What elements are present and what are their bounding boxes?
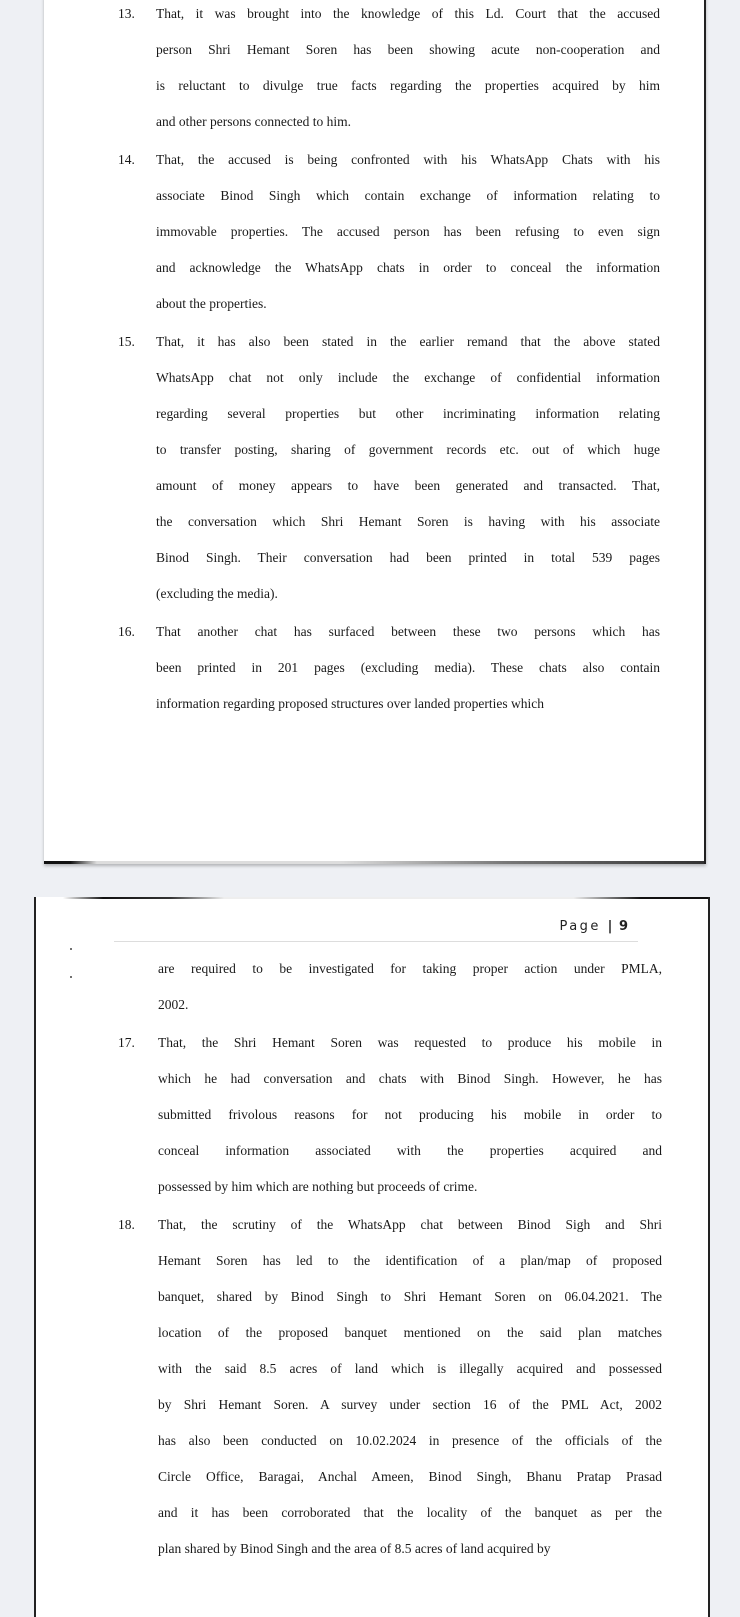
paragraph-line: has also been conducted on 10.02.2024 in presence of the officials of the (158, 1433, 662, 1448)
paragraph-line: Hemant Soren has led to the identification of a plan/map of proposed (158, 1253, 662, 1268)
scan-speck (70, 948, 72, 950)
paragraph-line: been printed in 201 pages (excluding media). These chats also contain (156, 660, 660, 675)
document-page-8 (44, 0, 706, 864)
paragraph-line: 2002. (158, 997, 189, 1012)
page-number: 9 (618, 919, 628, 934)
paragraph-line: banquet, shared by Binod Singh to Shri Hemant Soren on 06.04.2021. The (158, 1289, 662, 1304)
paragraph-number: 13. (118, 6, 135, 21)
page-separator: | (607, 919, 613, 934)
paragraph-line: Binod Singh. Their conversation had been printed in total 539 pages (156, 550, 660, 565)
paragraph-line: about the properties. (156, 296, 267, 311)
paragraph-line: with the said 8.5 acres of land which is illegally acquired and possessed (158, 1361, 662, 1376)
scan-speck (70, 976, 72, 978)
paragraph-body (156, 614, 660, 722)
paragraph-line: which he had conversation and chats with Binod Singh. However, he has (158, 1071, 662, 1086)
paragraph-number: 16. (118, 624, 135, 639)
page-number-header (559, 919, 628, 934)
paragraph-number: 15. (118, 334, 135, 349)
paragraph-line: That, the scrutiny of the WhatsApp chat between Binod Sigh and Shri (158, 1217, 662, 1232)
paragraph-line: the conversation which Shri Hemant Soren is having with his associate (156, 514, 660, 529)
paragraph-body (158, 1025, 662, 1205)
paragraph-line: information regarding proposed structures over landed properties which (156, 696, 545, 711)
paragraph-number: 14. (118, 152, 135, 167)
paragraph-line: amount of money appears to have been generated and transacted. That, (156, 478, 660, 493)
paragraph-line: (excluding the media). (156, 586, 278, 601)
paragraph-line: possessed by him which are nothing but proceeds of crime. (158, 1179, 478, 1194)
paragraph-line: is reluctant to divulge true facts regarding the properties acquired by him (156, 78, 660, 93)
paragraph-number: 18. (118, 1217, 135, 1232)
paragraph-line: regarding several properties but other incriminating information relating (156, 406, 660, 421)
paragraph-line: immovable properties. The accused person has been refusing to even sign (156, 224, 660, 239)
document-page-9 (34, 897, 710, 1617)
paragraph-line: to transfer posting, sharing of government records etc. out of which huge (156, 442, 660, 457)
paragraph-line: location of the proposed banquet mentioned on the said plan matches (158, 1325, 662, 1340)
paragraph-line: and other persons connected to him. (156, 114, 351, 129)
paragraph-line: associate Binod Singh which contain exchange of information relating to (156, 188, 660, 203)
paragraph-line: person Shri Hemant Soren has been showing acute non-cooperation and (156, 42, 660, 57)
paragraph-line: That, it was brought into the knowledge of this Ld. Court that the accused (156, 6, 660, 21)
paragraph-line: That, the Shri Hemant Soren was requested to produce his mobile in (158, 1035, 662, 1050)
paragraph-line: and acknowledge the WhatsApp chats in order to conceal the information (156, 260, 660, 275)
paragraph-line: Circle Office, Baragai, Anchal Ameen, Binod Singh, Bhanu Pratap Prasad (158, 1469, 662, 1484)
paragraph-line: That another chat has surfaced between these two persons which has (156, 624, 660, 639)
paragraph-body (156, 0, 660, 140)
paragraph-line: are required to be investigated for taking proper action under PMLA, (158, 961, 662, 976)
paragraph-line: plan shared by Binod Singh and the area of 8.5 acres of land acquired by (158, 1541, 551, 1556)
paragraph-line: That, the accused is being confronted with his WhatsApp Chats with his (156, 152, 660, 167)
paragraph-line: WhatsApp chat not only include the exchange of confidential information (156, 370, 660, 385)
continued-paragraph (158, 951, 662, 1023)
paragraph-line: submitted frivolous reasons for not producing his mobile in order to (158, 1107, 662, 1122)
paragraph-line: That, it has also been stated in the earlier remand that the above stated (156, 334, 660, 349)
paragraph-line: conceal information associated with the properties acquired and (158, 1143, 662, 1158)
page-label: Page (559, 919, 601, 934)
paragraph-number: 17. (118, 1035, 135, 1050)
header-rule (114, 941, 638, 942)
paragraph-body (156, 142, 660, 322)
paragraph-body (158, 1207, 662, 1567)
paragraph-body (156, 324, 660, 612)
paragraph-line: by Shri Hemant Soren. A survey under section 16 of the PML Act, 2002 (158, 1397, 662, 1412)
paragraph-line: and it has been corroborated that the locality of the banquet as per the (158, 1505, 662, 1520)
